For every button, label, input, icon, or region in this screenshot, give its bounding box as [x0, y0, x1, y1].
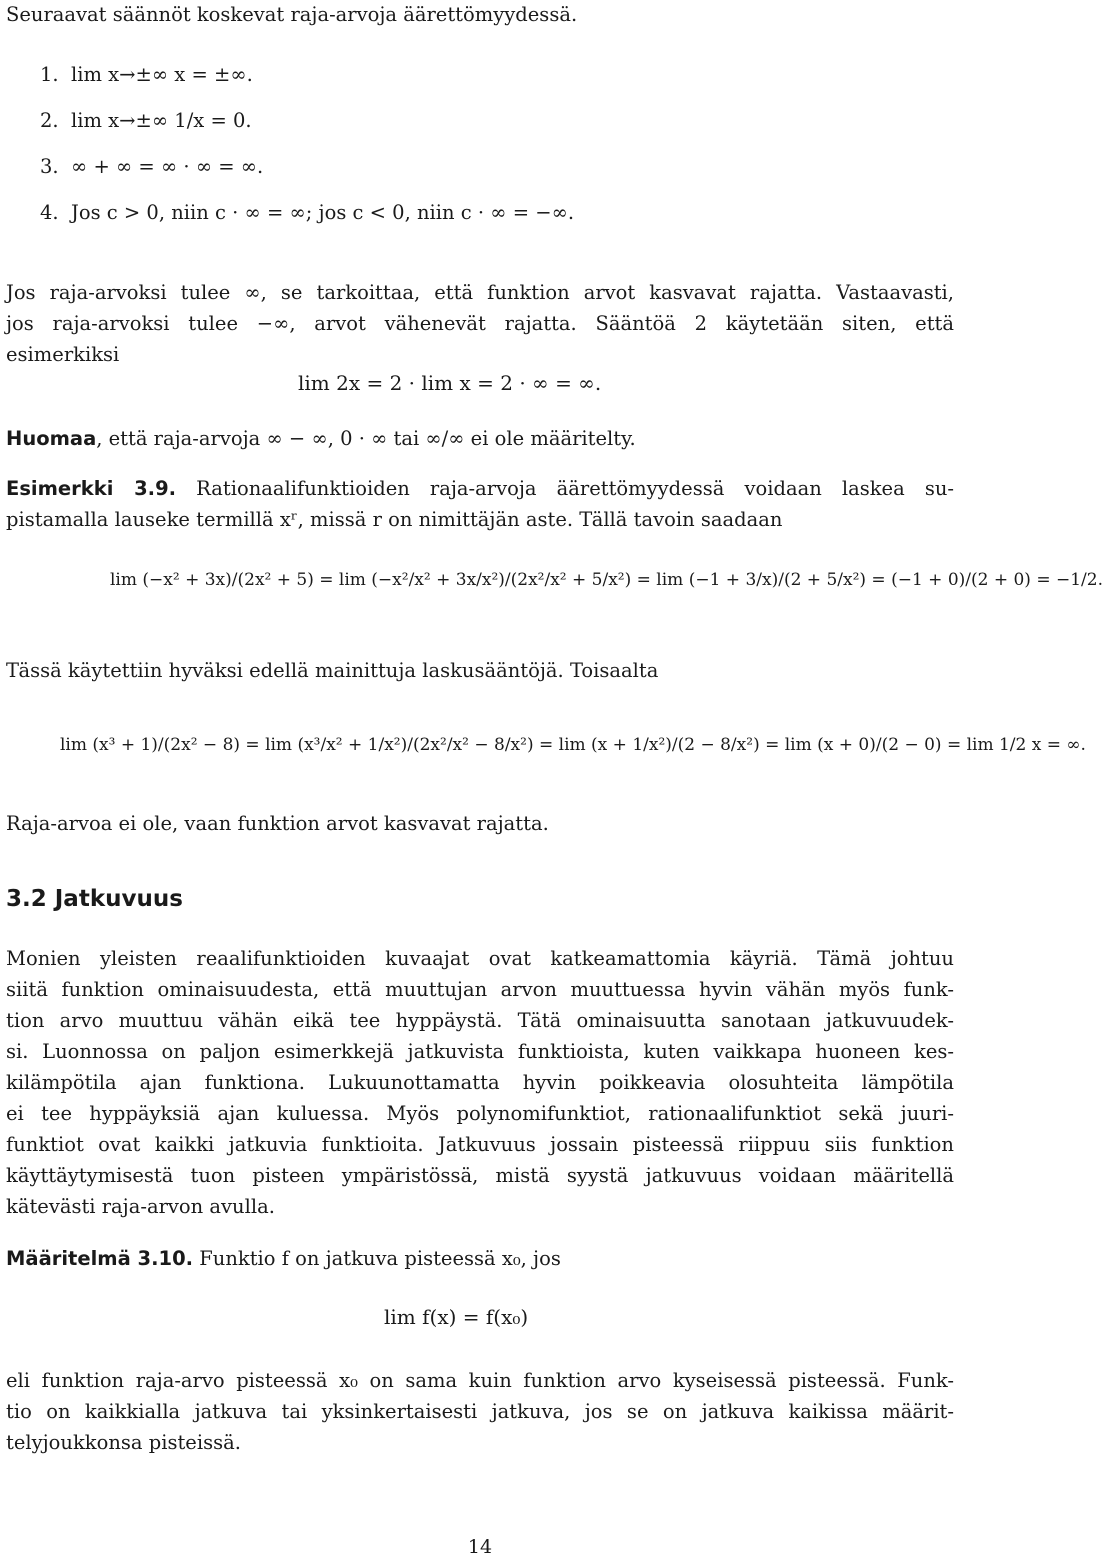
section-line-6: ei tee hyppäyksiä ajan kuluessa. Myös polynomifunktiot, rationaalifunktiot sekä juuri- — [6, 1102, 954, 1125]
equation-limit-2x: lim 2x = 2 · lim x = 2 · ∞ = ∞. — [298, 371, 602, 395]
equation-rational-limit: lim (−x² + 3x)/(2x² + 5) = lim (−x²/x² + 3x/x²)/(2x²/x² + 5/x²) = lim (−1 + 3/x)/(2 + 5/x²) = (−1 + 0)/(2 + 0) = −1/2. — [110, 570, 1103, 590]
example-label: Esimerkki 3.9. — [6, 477, 177, 500]
example-line-2: pistamalla lauseke termillä xʳ, missä r on nimittäjän aste. Tällä tavoin saadaan — [6, 508, 783, 531]
section-line-2: siitä funktion ominaisuudesta, että muuttujan arvon muuttuessa hyvin vähän myös funk- — [6, 978, 954, 1001]
rule-2: 2. lim x→±∞ 1/x = 0. — [40, 109, 252, 132]
page-number: 14 — [467, 1536, 493, 1558]
rule-4: 4. Jos c > 0, niin c · ∞ = ∞; jos c < 0, niin c · ∞ = −∞. — [40, 201, 575, 224]
para1-line-2: jos raja-arvoksi tulee −∞, arvot vähenevät rajatta. Sääntöä 2 käytetään siten, että — [6, 312, 954, 335]
after-line-1: eli funktion raja-arvo pisteessä x₀ on sama kuin funktion arvo kyseisessä pisteessä. Funk- — [6, 1369, 954, 1392]
example-line-1: Esimerkki 3.9. Rationaalifunktioiden raja-arvoja äärettömyydessä voidaan laskea su- — [6, 477, 954, 500]
tassa-line: Tässä käytettiin hyväksi edellä mainittuja laskusääntöjä. Toisaalta — [6, 659, 659, 682]
after-line-2: tio on kaikkialla jatkuva tai yksinkertaisesti jatkuva, jos se on jatkuva kaikissa määrit- — [6, 1400, 954, 1423]
section-line-8: käyttäytymisestä tuon pisteen ympäristössä, mistä syystä jatkuvuus voidaan määritellä — [6, 1164, 954, 1187]
section-line-9: kätevästi raja-arvon avulla. — [6, 1195, 275, 1218]
section-line-5: kilämpötila ajan funktiona. Lukuunottamatta hyvin poikkeavia olosuhteita lämpötila — [6, 1071, 954, 1094]
section-heading: 3.2 Jatkuvuus — [6, 886, 183, 912]
para1-line-1: Jos raja-arvoksi tulee ∞, se tarkoittaa, että funktion arvot kasvavat rajatta. Vastaavasti, — [6, 281, 954, 304]
equation-cubic-limit: lim (x³ + 1)/(2x² − 8) = lim (x³/x² + 1/x²)/(2x²/x² − 8/x²) = lim (x + 1/x²)/(2 − 8/x²) = lim (x + 0)/(2 − 0) = lim 1/2 x = ∞. — [60, 735, 1086, 755]
raja-line: Raja-arvoa ei ole, vaan funktion arvot kasvavat rajatta. — [6, 812, 549, 835]
equation-continuity: lim f(x) = f(x₀) — [384, 1305, 529, 1329]
intro-line: Seuraavat säännöt koskevat raja-arvoja äärettömyydessä. — [6, 3, 578, 26]
definition-label: Määritelmä 3.10. — [6, 1247, 194, 1270]
section-line-7: funktiot ovat kaikki jatkuvia funktioita. Jatkuvuus jossain pisteessä riippuu siis funktion — [6, 1133, 954, 1156]
huomaa-line: Huomaa, että raja-arvoja ∞ − ∞, 0 · ∞ tai ∞/∞ ei ole määritelty. — [6, 427, 636, 450]
definition-line: Määritelmä 3.10. Funktio f on jatkuva pisteessä x₀, jos — [6, 1247, 561, 1270]
after-line-3: telyjoukkonsa pisteissä. — [6, 1431, 241, 1454]
rule-3: 3. ∞ + ∞ = ∞ · ∞ = ∞. — [40, 155, 264, 178]
rule-1: 1. lim x→±∞ x = ±∞. — [40, 63, 253, 86]
section-line-4: si. Luonnossa on paljon esimerkkejä jatkuvista funktioista, kuten vaikkapa huoneen kes- — [6, 1040, 954, 1063]
para1-line-3: esimerkiksi — [6, 343, 120, 366]
section-line-3: tion arvo muuttuu vähän eikä tee hyppäystä. Tätä ominaisuutta sanotaan jatkuvuudek- — [6, 1009, 954, 1032]
section-line-1: Monien yleisten reaalifunktioiden kuvaajat ovat katkeamattomia käyriä. Tämä johtuu — [6, 947, 954, 970]
